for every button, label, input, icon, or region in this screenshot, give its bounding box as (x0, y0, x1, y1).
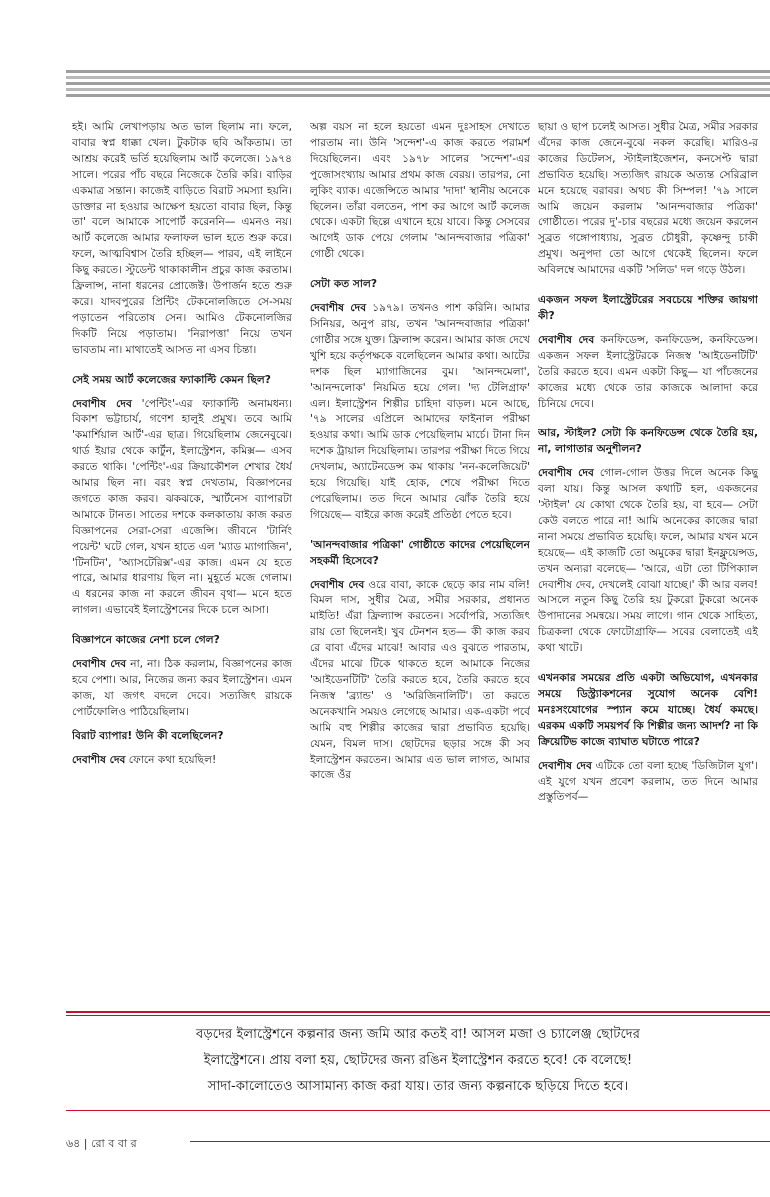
speaker-name: দেবাশীষ দেব (72, 753, 126, 766)
paragraph (310, 301, 530, 524)
pull-quote (66, 1022, 770, 1106)
speaker-name: দেবাশীষ দেব (538, 467, 594, 480)
paragraph (72, 657, 292, 721)
paragraph (72, 397, 292, 620)
paragraph (72, 729, 292, 745)
paragraph (72, 633, 292, 649)
paragraph (538, 333, 758, 413)
pull-quote-line-2: ইলাস্ট্রেশনে। প্রায় বলা হয়, ছোটদের জন্য রঙিন ইলাস্ট্রেশন করতে হবে! কে বলেছে! (203, 1053, 633, 1068)
paragraph-text: সেই সময় আর্ট কলেজের ফ্যাকাল্টি কেমন ছিল? (72, 373, 271, 386)
paragraph (538, 120, 758, 279)
paragraph (72, 753, 292, 769)
paragraph-text: 'পেন্টিং'-এর ফ্যাকাল্টি অনামধন্য। বিকাশ ভট্টাচার্য, গণেশ হালুই প্রমুখ। তবে আমি 'কমার্শিয়াল আর্ট'-এর ছাত্র। গিয়েছিলাম জেনেবুঝে। থার্ড ইয়ার থেকে কার্টুন, ইলাস্ট্রেশন, কমিক্স— এসব করতে থাকি। 'পেন্টিং'-এর ক্রিয়াকৌশল শেখার ধৈর্য আমার ছিল না। বরং স্বপ্ন দেখতাম, বিজ্ঞাপনের জগতে কাজ করব। ঝকঝকে, স্মার্টনেস ব্যাপারটা আমাকে টানত। সাতের দশকে কলকাতায় কাজ করত বিজ্ঞাপনের সেরা-সেরা এজেন্সি। জীবনে 'টার্নিং পয়েন্ট' ঘটে গেল, যখন হাতে এল 'ম্যাড ম্যাগাজিন', 'টিনটিন', 'অ্যাসটেরিক্স'-এর কাজ। এমন যে হতে পারে, আমার ধারণায় ছিল না। মুহূর্তে মজে গেলাম। এ ধরনের কাজ না করলে জীবন বৃথা— মনে হতে লাগল। এভাবেই ইলাস্ট্রেশনের দিকে চলে আসা। (72, 397, 292, 617)
paragraph (310, 538, 530, 570)
paragraph-text: কনফিডেন্স, কনফিডেন্স, কনফিডেন্স। একজন সফল ইলাস্ট্রেটরকে নিজস্ব 'আইডেনটিটি' তৈরি করতে হবে। এমন একটা কিছু— যা পাঁচজনের কাজের মধ্যে থেকে তার কাজকে আলাদা করে চিনিয়ে দেবে। (538, 333, 758, 410)
paragraph-text: ফোনে কথা হয়েছিল! (125, 753, 217, 766)
paragraph-text: গোল-গোল উত্তর দিলে অনেক কিছু বলা যায়। কিন্তু আসল কথাটি হল, একজনের 'স্টাইল' যে কোথা থেকে তৈরি হয়, বা হবে— সেটা কেউ বলতে পারে না! আমি অনেকের কাজের দ্বারা নানা সময়ে প্রভাবিত হয়েছি। ফলে, আমার যখন মনে হয়েছে— এই কাজটি তো অমুকের দ্বারা ইনফ্লুয়েন্সড, তখন অন্যরা বলেছে— 'আরে, এটা তো টিপিক্যাল দেবাশীষ দেব, দেখলেই বোঝা যাচ্ছে।' কী আর বলব! আসলে নতুন কিছু তৈরি হয় টুকরো টুকরো অনেক উপাদানের সমন্বয়ে। সময় লাগে। গান থেকে সাহিত্য, চিত্রকলা থেকে ফোটোগ্রাফি— সবের বেলাতেই এই কথা খাটে। (538, 467, 758, 655)
paragraph-text: 'আনন্দবাজার পত্রিকা' গোষ্ঠীতে কাদের পেয়েছিলেন সহকর্মী হিসেবে? (310, 538, 530, 567)
paragraph (310, 277, 530, 293)
speaker-name: দেবাশীষ দেব (310, 302, 367, 315)
pull-quote-rule-top (66, 1011, 770, 1013)
header-stripes (66, 70, 770, 102)
speaker-name: দেবাশীষ দেব (538, 333, 595, 346)
paragraph (538, 466, 758, 657)
paragraph-text: হই। আমি লেখাপড়ায় অত ভাল ছিলাম না। ফলে, বাবার স্বপ্ন ধাক্কা খেল। টুকটাক ছবি আঁকতাম। তা আশ্রয় করেই ভর্তি হয়েছিলাম আর্ট কলেজে। ১৯৭৪ সালে। পরের পাঁচ বছরে নিজেকে তৈরি করি। বাড়ির একমাত্র সন্তান। কাজেই বাড়িতে বিরাট সমস্যা হয়নি। ডাক্তার না হওয়ার আক্ষেপ হয়তো বাবার ছিল, কিন্তু তা' বলে আমাকে সাপোর্ট করেননি— এমনও নয়। আর্ট কলেজে আমার ফলাফল ভাল হতে শুরু করে। ফলে, আত্মবিশ্বাস তৈরি হচ্ছিল— পারব, এই লাইনে কিছু করতে। স্টুডেন্ট থাকাকালীন প্রচুর কাজ করতাম। ফ্রিলান্স, নানা ধরনের প্রোজেক্ট। উপার্জন হতে শুরু করে। যাদবপুরের প্রিন্টিং টেকনোলজিতে সে-সময় পড়াতেন পরিতোষ সেন। আমিও টেকনোলজির দিকটি নিয়ে পড়াতাম। 'নিরাপত্তা' নিয়ে তখন ভাবতাম না। মাথাতেই আসত না এসব চিন্তা। (72, 121, 292, 356)
paragraph-text: না, না। ঠিক করলাম, বিজ্ঞাপনের কাজ হবে পেশা। আর, নিজের জন্য করব ইলাস্ট্রেশন। এমন কাজ, যা জগৎ বদলে দেবে। সত্যজিৎ রায়কে পোর্টফোলিও পাঠিয়েছিলাম। (72, 658, 292, 718)
speaker-name: দেবাশীষ দেব (72, 397, 132, 410)
paragraph (310, 578, 530, 785)
page-footer (66, 1135, 137, 1154)
pull-quote-rule-top-thin (66, 1015, 770, 1016)
paragraph-text: সেটা কত সাল? (310, 278, 377, 291)
speaker-name: দেবাশীষ দেব (538, 759, 592, 772)
paragraph-text: অল্প বয়স না হলে হয়তো এমন দুঃসাহস দেখাতে পারতাম না। উনি 'সন্দেশ'-এ কাজ করতে পরামর্শ দিয়েছিলেন। এবং ১৯৭৮ সালের 'সন্দেশ'-এর পুজোসংখ্যায় আমার প্রথম কাজ বেরয়। তারপর, নো লুকিং ব্যাক। এজেন্সিতে আমার 'দাদা' স্থানীয় অনেকে ছিলেন। তাঁরা বলতেন, পাশ কর আগে আর্ট কলেজ থেকে। একটা ছিল্লে এখানে হয়ে যাবে। কিন্তু সেসবের আগেই ডাক পেয়ে গেলাম 'আনন্দবাজার পত্রিকা' গোষ্ঠী থেকে। (310, 121, 530, 261)
paragraph-text: ছায়া ও ছাপ চলেই আসত। সুধীর মৈত্র, সমীর সরকার এঁদের কাজ জেনে-বুঝে নকল করেছি। মারিও-র কাজের ডিটেলস, স্টাইলাইজেশন, কনসেপ্ট দ্বারা প্রভাবিত হয়েছি। সত্যজিৎ রায়কে অত্যন্ত সেরিব্রাল মনে হয়েছে বরাবর। অথচ কী সিম্পল! '৭৯ সালে আমি জয়েন করলাম 'আনন্দবাজার পত্রিকা' গোষ্ঠীতে। পরের দু'-চার বছরের মধ্যে জয়েন করলেন সুব্রত গঙ্গোপাধ্যায়, সুব্রত চৌধুরী, কৃষ্ণেন্দু চাকী প্রমুখ। অনুপদা তো আগে থেকেই ছিলেন। ফলে অবিলম্বে আমাদের একটি 'সলিড' দল গড়ে উঠল। (538, 121, 758, 277)
paragraph (538, 293, 758, 325)
paragraph-text: ১৯৭৯। তখনও পাশ করিনি। আমার সিনিয়র, অনুপ রায়, তখন 'আনন্দবাজার পত্রিকা' গোষ্ঠীর সঙ্গে যুক্ত। ফ্রিলান্স করেন। আমার কাজ দেখে খুশি হয়ে কর্তৃপক্ষকে বলেছিলেন আমার কথা। আটের দশক ছিল ম্যাগাজিনের বুম। 'আনন্দমেলা', 'আনন্দলোক' নিয়মিত হয়ে গেল। 'দ্য টেলিগ্রাফ' এল। ইলাস্ট্রেশন শিল্পীর চাহিদা বাড়ল। মনে আছে, '৭৯ সালের এপ্রিলে আমাদের ফাইনাল পরীক্ষা হওয়ার কথা। আমি ডাক পেয়েছিলাম মার্চে। টানা দিন দশেক ট্রায়াল দিয়েছিলাম। তারপর পরীক্ষা দিতে গিয়ে দেখলাম, অ্যাটেনডেন্স কম থাকায় 'নন-কলেজিয়েট' হয়ে গিয়েছি। যাই হোক, শেষে পরীক্ষা দিতে পেরেছিলাম। তত দিনে আমার ঝোঁক তৈরি হয়ে গিয়েছে— বাইরে কাজ করেই প্রতিষ্ঠা পেতে হবে। (310, 302, 530, 521)
paragraph (72, 373, 292, 389)
paragraph (538, 759, 758, 807)
paragraph-text: এখনকার সময়ের প্রতি একটা অভিযোগ, এখনকার সময়ে ডিস্ট্র্যাকশনের সুযোগ অনেক বেশি! মনঃসংযোগের স্প্যান কমে যাচ্ছে। ধৈর্য কমছে। এরকম একটি সময়পর্ব কি শিল্পীর জন্য আদর্শ? না কি ক্রিয়েটিভ কাজে ব্যাঘাত ঘটাতে পারে? (538, 672, 758, 748)
paragraph-text: ওরে বাবা, কাকে ছেড়ে কার নাম বলি! বিমল দাস, সুধীর মৈত্র, সমীর সরকার, প্রধানত মাইতি! এঁরা ফ্রিল্যান্স করতেন। সর্বোপরি, সত্যজিৎ রায় তো ছিলেনই। খুব টেনশন হত— কী কাজ করব রে বাবা এঁদের মাঝে! আবার এও বুঝতে পারতাম, এঁদের মাঝে টিকে থাকতে হলে আমাকে নিজের 'আইডেনটিটি' তৈরি করতে হবে, তৈরি করতে হবে নিজস্ব 'ব্র্যান্ড' ও 'অরিজিনালিটি'। তা করতে অনেকখানি সময়ও লেগেছে আমার। এক-একটা পর্বে আমি বহু শিল্পীর কাজের দ্বারা প্রভাবিত হয়েছি। যেমন, বিমল দাস। ছোটদের ছড়ার সঙ্গে কী সব ইলাস্ট্রেশন করতেন। আমার এত ভাল লাগত, আমার কাজে ওঁর (310, 578, 530, 782)
paragraph-text: বিরাট ব্যাপার! উনি কী বলেছিলেন? (72, 729, 224, 742)
paragraph (538, 426, 758, 458)
article-body (72, 120, 766, 1000)
speaker-name: দেবাশীষ দেব (310, 578, 365, 591)
column-1 (72, 120, 292, 1000)
paragraph (538, 671, 758, 751)
column-3 (538, 120, 758, 1000)
paragraph-text: আর, স্টাইল? সেটা কি কনফিডেন্স থেকে তৈরি হয়, না, লাগাতার অনুশীলন? (538, 427, 758, 456)
speaker-name: দেবাশীষ দেব (72, 658, 127, 671)
paragraph-text: এটিকে তো বলা হচ্ছে 'ডিজিটাল যুগ'। এই যুগে যখন প্রবেশ করলাম, তত দিনে আমার প্রস্তুতিপর্ব— (538, 759, 758, 804)
pull-quote-line-1: বড়দের ইলাস্ট্রেশনে কল্পনার জন্য জমি আর কতই বা! আসল মজা ও চ্যালেঞ্জ ছোটদের (196, 1027, 640, 1042)
page-number: ৬৪ (66, 1137, 81, 1150)
footer-separator: | (83, 1137, 88, 1150)
paragraph (310, 120, 530, 263)
pull-quote-line-3: সাদা-কালোতেও আসামান্য কাজ করা যায়। তার জন্য কল্পনাকে ছড়িয়ে দিতে হবে। (207, 1079, 629, 1094)
paragraph (72, 120, 292, 359)
paragraph-text: একজন সফল ইলাস্ট্রেটরের সবচেয়ে শক্তির জায়গা কী? (538, 294, 758, 322)
paragraph-text: বিজ্ঞাপনে কাজের নেশা চলে গেল? (72, 634, 220, 647)
magazine-title: রো ব বা র (91, 1137, 137, 1150)
footer-rule (190, 1141, 770, 1142)
column-2 (310, 120, 530, 1000)
pull-quote-rule-bottom (66, 1110, 770, 1111)
